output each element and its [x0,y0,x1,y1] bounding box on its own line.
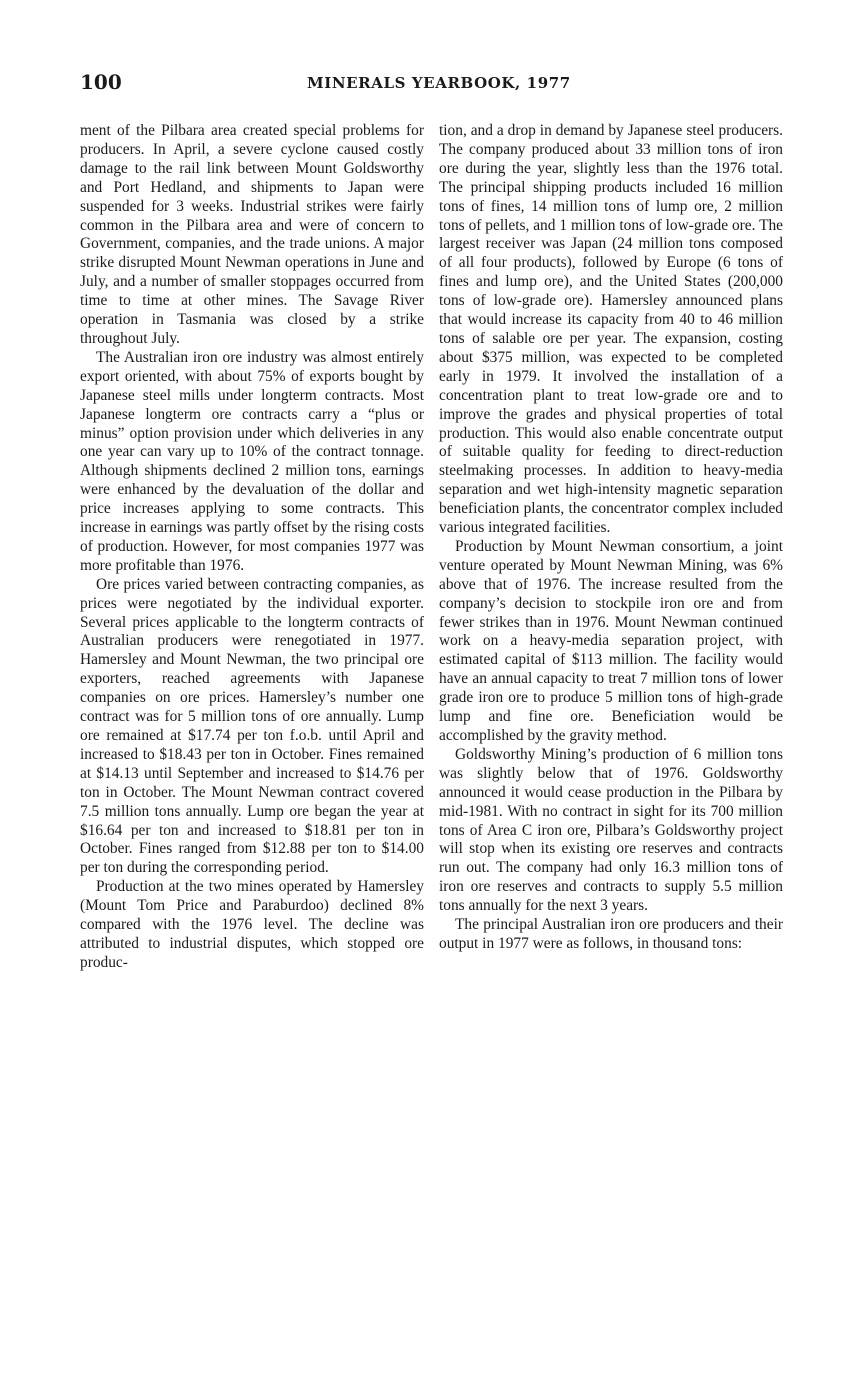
paragraph: The Australian iron ore industry was almost entirely export oriented, with about 75% of exports bought by Japanese steel mills under longterm contracts. Most Japanese longterm ore contracts carry a “plus or minus” option provision under which deliveries in any one year can vary up to 10% of the contract tonnage. Although shipments declined 2 million tons, earnings were enhanced by the devaluation of the dollar and price increases applying to some contracts. This increase in earnings was partly offset by the rising costs of production. However, for most companies 1977 was more profitable than 1976. [80,348,424,574]
paragraph: tion, and a drop in demand by Japanese steel producers. The company produced about 33 million tons of iron ore during the year, slightly less than the 1976 total. The principal shipping products included 16 million tons of fines, 14 million tons of lump ore, 2 million tons of pellets, and 1 million tons of low-grade ore. The largest receiver was Japan (24 million tons composed of all four products), followed by Europe (6 tons of fines and lump ore), and the United States (200,000 tons of low-grade ore). Hamersley announced plans that would increase its capacity from 40 to 46 million tons of salable ore per year. The expansion, costing about $375 million, was expected to be completed early in 1979. It involved the installation of a concentration plant to treat low-grade ore and to improve the grades and physical properties of total production. This would also enable concentrate output of suitable quality for feeding to direct-reduction steelmaking processes. In addition to heavy-media separation and wet high-intensity magnetic separation beneficiation plants, the concentrator complex included various integrated facilities. [439,122,783,537]
paragraph: Production at the two mines operated by Hamersley (Mount Tom Price and Paraburdoo) declined 8% compared with the 1976 level. The decline was attributed to industrial disputes, which stopped ore produc- [80,878,424,971]
paragraph: Goldsworthy Mining’s production of 6 million tons was slightly below that of 1976. Goldsworthy announced it would cease production in the Pilbara by mid-1981. With no contract in sight for its 700 million tons of Area C iron ore, Pilbara’s Goldsworthy project will stop when its existing ore reserves and contracts run out. The company had only 16.3 million tons of iron ore reserves and contracts to supply 5.5 million tons annually for the next 3 years. [439,745,783,915]
paragraph: ment of the Pilbara area created special problems for producers. In April, a severe cyclone caused costly damage to the rail link between Mount Goldsworthy and Port Hedland, and shipments to Japan were suspended for 3 weeks. Industrial strikes were fairly common in the Pilbara area and were of concern to Government, companies, and the trade unions. A major strike disrupted Mount Newman operations in June and July, and a number of smaller stoppages occurred from time to time at other mines. The Savage River operation in Tasmania was closed by a strike throughout July. [80,122,424,347]
left-column [80,122,424,973]
page-number: 100 [80,70,122,94]
right-column [439,122,783,954]
running-title: MINERALS YEARBOOK, 1977 [307,74,571,92]
paragraph: The principal Australian iron ore producers and their output in 1977 were as follows, in thousand tons: [439,916,783,952]
page-header [80,70,780,98]
paragraph: Production by Mount Newman consortium, a joint venture operated by Mount Newman Mining, was 6% above that of 1976. The increase resulted from the company’s decision to stockpile iron ore and from fewer strikes than in 1976. Mount Newman continued work on a heavy-media separation project, with estimated capital of $113 million. The facility would have an annual capacity to treat 7 million tons of lower grade iron ore to produce 5 million tons of high-grade lump and fine ore. Beneficiation would be accomplished by the gravity method. [439,537,783,744]
paragraph: Ore prices varied between contracting companies, as prices were negotiated by the individual exporter. Several prices applicable to the longterm contracts of Australian producers were renegotiated in 1977. Hamersley and Mount Newman, the two principal ore exporters, reached agreements with Japanese companies on ore prices. Hamersley’s number one contract was for 5 million tons of ore annually. Lump ore remained at $17.74 per ton f.o.b. until April and increased to $18.43 per ton in October. Fines remained at $14.13 until September and increased to $14.76 per ton in October. The Mount Newman contract covered 7.5 million tons annually. Lump ore began the year at $16.64 per ton and increased to $18.81 per ton in October. Fines ranged from $12.88 per ton to $14.00 per ton during the corresponding period. [80,575,424,877]
